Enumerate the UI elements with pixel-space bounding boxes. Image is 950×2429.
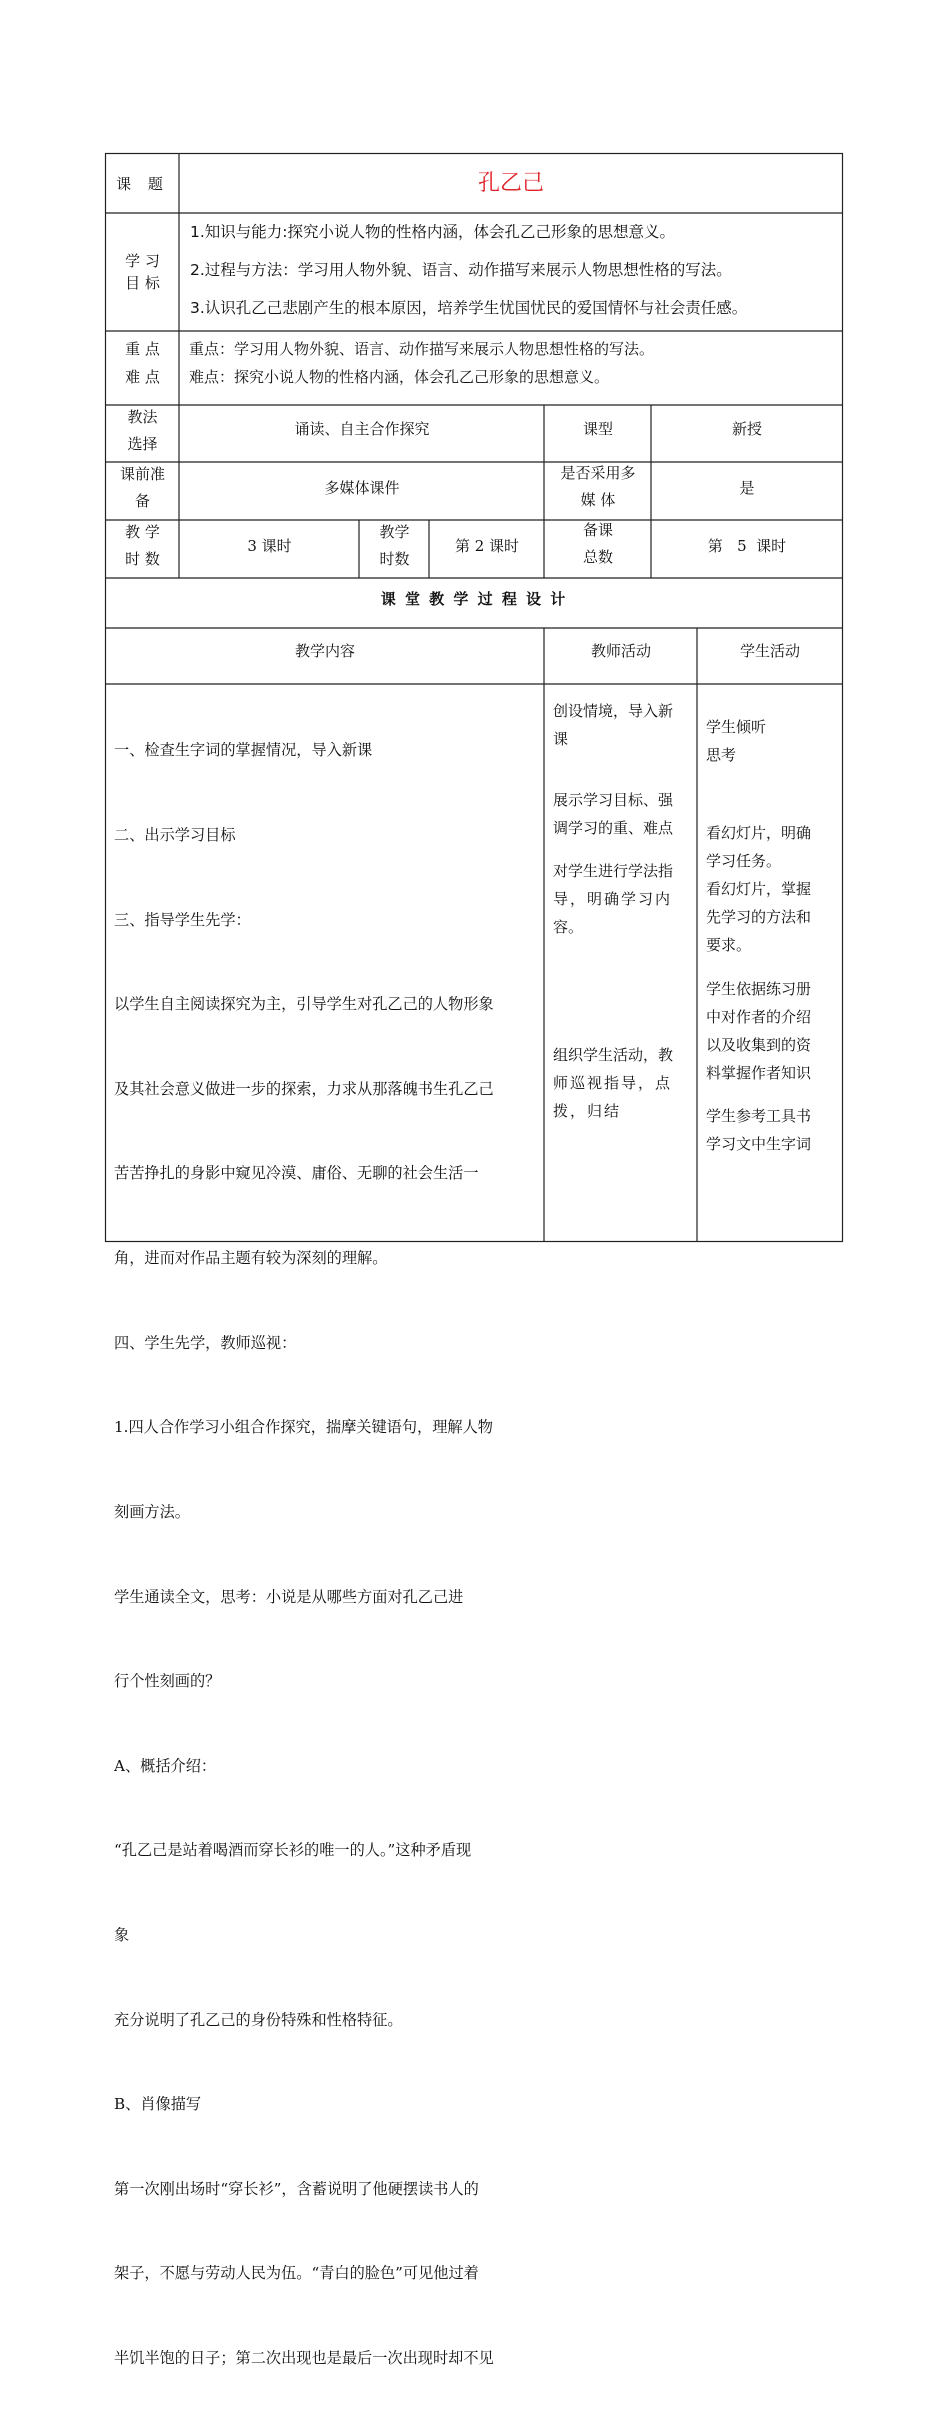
- content-line: 二、出示学习目标: [114, 826, 236, 845]
- period-label-line-2: 时数: [379, 550, 410, 568]
- student-line: 以及收集到的资: [706, 1036, 812, 1054]
- teacher-activity-1: [553, 697, 695, 753]
- process-section-title: 课 堂 教 学 过 程 设 计: [380, 590, 568, 608]
- col-header-teacher: 教师活动: [590, 642, 651, 660]
- objectives-label-line-2: 目 标: [125, 274, 160, 292]
- teacher-line: 导，明确学习内: [553, 890, 673, 908]
- student-line: 料掌握作者知识: [706, 1064, 812, 1082]
- content-line: 以学生自主阅读探究为主，引导学生对孔乙己的人物形象: [114, 995, 494, 1014]
- period-value: 第 2 课时: [454, 537, 520, 555]
- keypoints-list: [189, 335, 839, 397]
- teacher-line: 创设情境，导入新: [553, 702, 674, 720]
- student-line: 看幻灯片，掌握: [706, 880, 812, 898]
- content-line: 1.四人合作学习小组合作探究，揣摩关键语句，理解人物: [114, 1418, 493, 1437]
- hours-label-line-1: 教 学: [125, 523, 160, 541]
- teacher-line: 师巡视指导，点: [553, 1074, 673, 1092]
- content-line: 象: [114, 1925, 130, 1944]
- period-label-line-1: 教学: [379, 523, 410, 541]
- total-value: 第 5 课时: [707, 537, 787, 555]
- prep-value: 多媒体课件: [324, 479, 400, 497]
- method-label-line-1: 教法: [127, 408, 158, 426]
- student-activity-2: [706, 819, 840, 959]
- teacher-activity-4: [553, 1041, 695, 1125]
- topic-label: 课 题: [116, 174, 169, 193]
- teacher-line: 调学习的重、难点: [553, 819, 674, 837]
- content-line: B、肖像描写: [114, 2095, 202, 2114]
- prep-label: [106, 461, 179, 519]
- content-line: 学生通读全文，思考：小说是从哪些方面对孔乙己进: [114, 1587, 464, 1606]
- multimedia-label: [545, 460, 651, 518]
- content-line: 一、检查生字词的掌握情况，导入新课: [114, 741, 373, 760]
- keypoints-label-line-1: 重 点: [125, 340, 160, 358]
- student-line: 先学习的方法和: [706, 908, 812, 926]
- student-line: 看幻灯片，明确: [706, 824, 812, 842]
- content-line: 架子，不愿与劳动人民为伍。“青白的脸色”可见他过着: [114, 2264, 479, 2283]
- content-line: 充分说明了孔乙己的身份特殊和性格特征。: [114, 2010, 403, 2029]
- hours-value: 3 课时: [247, 537, 292, 555]
- hours-label-line-2: 时 数: [125, 550, 160, 568]
- col-header-content: 教学内容: [294, 642, 355, 660]
- content-line: 四、学生先学，教师巡视：: [114, 1333, 297, 1352]
- teacher-line: 容。: [553, 918, 584, 936]
- student-line: 学习文中生字词: [706, 1135, 812, 1153]
- content-line: 行个性刻画的？: [114, 1672, 221, 1691]
- objective-item: 1.知识与能力:探究小说人物的性格内涵，体会孔乙己形象的思想意义。: [190, 223, 676, 241]
- multimedia-label-line-1: 是否采用多: [560, 464, 636, 482]
- content-line: A、概括介绍：: [114, 1756, 217, 1775]
- lesson-type-label: 课型: [582, 420, 613, 438]
- objectives-list: [190, 214, 840, 331]
- student-line: 学生依据练习册: [706, 980, 812, 998]
- student-line: 思考: [706, 746, 737, 764]
- student-line: 中对作者的介绍: [706, 1008, 812, 1026]
- lesson-type-value: 新授: [731, 420, 762, 438]
- period-label: [360, 519, 429, 577]
- prep-label-line-2: 备: [134, 492, 150, 510]
- content-line: “孔乙己是站着喝酒而穿长衫的唯一的人。”这种矛盾现: [114, 1841, 472, 1860]
- keypoints-label-line-2: 难 点: [125, 368, 160, 386]
- content-line: 第一次刚出场时“穿长衫”，含蓄说明了他硬摆读书人的: [114, 2179, 479, 2198]
- teacher-line: 拨，归结: [553, 1102, 622, 1120]
- total-label-line-2: 总数: [582, 548, 613, 566]
- student-line: 要求。: [706, 936, 752, 954]
- content-line: 角，进而对作品主题有较为深刻的理解。: [114, 1249, 388, 1268]
- col-header-student: 学生活动: [739, 642, 800, 660]
- teacher-line: 组织学生活动，教: [553, 1046, 674, 1064]
- objective-item: 3.认识孔乙己悲剧产生的根本原因，培养学生忧国忧民的爱国情怀与社会责任感。: [190, 299, 748, 317]
- keypoint-item: 重点：学习用人物外貌、语言、动作描写来展示人物思想性格的写法。: [189, 340, 655, 358]
- teacher-line: 对学生进行学法指: [553, 862, 674, 880]
- student-activity-3: [706, 975, 840, 1087]
- lesson-title: 孔乙己: [477, 170, 544, 196]
- content-line: 半饥半饱的日子；第二次出现也是最后一次出现时却不见: [114, 2348, 494, 2367]
- student-line: 学生参考工具书: [706, 1107, 812, 1125]
- total-label-line-1: 备课: [582, 521, 613, 539]
- objectives-label: [106, 250, 179, 300]
- keypoint-item: 难点：探究小说人物的性格内涵，体会孔乙己形象的思想意义。: [189, 368, 610, 386]
- student-activity-4: [706, 1102, 840, 1158]
- method-label-line-2: 选择: [127, 435, 158, 453]
- method-label: [106, 404, 179, 462]
- student-activity-1: [706, 713, 840, 769]
- student-line: 学生倾听: [706, 718, 767, 736]
- teaching-content: [114, 680, 542, 2367]
- content-line: 刻画方法。: [114, 1502, 190, 1521]
- teacher-line: 课: [553, 730, 569, 748]
- objective-item: 2.过程与方法：学习用人物外貌、语言、动作描写来展示人物思想性格的写法。: [190, 261, 732, 279]
- total-label: [545, 517, 651, 575]
- teacher-activity-2: [553, 786, 695, 842]
- content-line: 及其社会意义做进一步的探索，力求从那落魄书生孔乙己: [114, 1079, 494, 1098]
- student-line: 学习任务。: [706, 852, 782, 870]
- multimedia-value: 是: [739, 479, 755, 497]
- hours-label: [106, 519, 179, 577]
- teacher-activity-3: [553, 857, 695, 941]
- content-line: 苦苦挣扎的身影中窥见冷漠、庸俗、无聊的社会生活一: [114, 1164, 479, 1183]
- multimedia-label-line-2: 媒 体: [580, 491, 616, 509]
- method-value: 诵读、自主合作探究: [294, 420, 430, 438]
- keypoints-label: [106, 335, 179, 397]
- objectives-label-line-1: 学 习: [125, 252, 160, 270]
- prep-label-line-1: 课前准: [119, 465, 165, 483]
- content-line: 三、指导学生先学：: [114, 910, 251, 929]
- teacher-line: 展示学习目标、强: [553, 791, 674, 809]
